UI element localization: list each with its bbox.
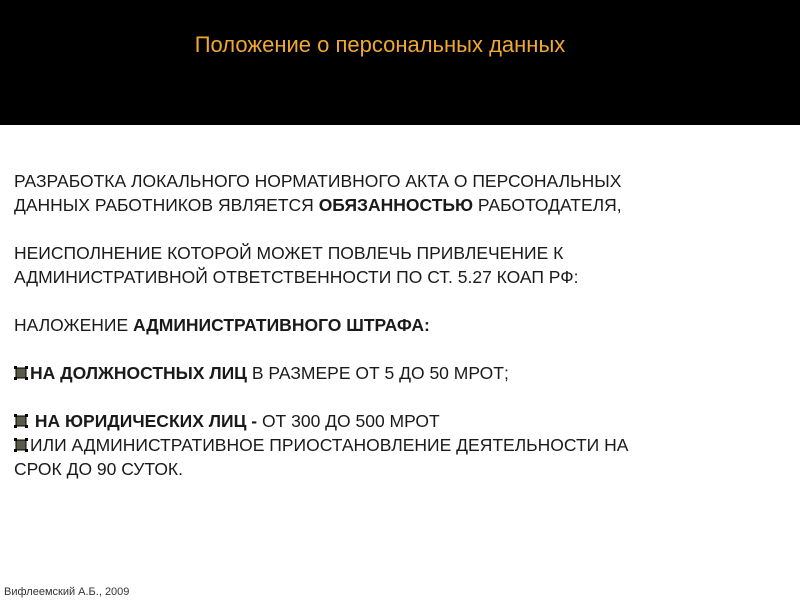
emphasis-officials: НА ДОЛЖНОСТНЫХ ЛИЦ (30, 363, 247, 383)
square-bullet-icon (14, 438, 28, 452)
text-segment: НАЛОЖЕНИЕ (14, 315, 133, 335)
text-segment: ДАННЫХ РАБОТНИКОВ ЯВЛЯЕТСЯ (14, 195, 319, 215)
paragraph-obligation-line2 (14, 193, 744, 217)
bullet-officials (14, 361, 744, 385)
text-segment: ОТ 300 ДО 500 МРОТ (257, 411, 440, 431)
emphasis-legal-entities: НА ЮРИДИЧЕСКИХ ЛИЦ - (30, 411, 258, 431)
square-bullet-icon (14, 366, 28, 380)
text-segment: РАБОТОДАТЕЛЯ, (473, 195, 622, 215)
emphasis-fine: АДМИНИСТРАТИВНОГО ШТРАФА: (133, 315, 430, 335)
slide-title: Положение о персональных данных (194, 32, 566, 57)
text-segment: АДМИНИСТРАТИВНОЙ ОТВЕТСТВЕННОСТИ ПО СТ. 5.27 КОАП РФ: (14, 267, 579, 287)
text-segment: ИЛИ АДМИНИСТРАТИВНОЕ ПРИОСТАНОВЛЕНИЕ ДЕЯТЕЛЬНОСТИ НА (30, 435, 629, 455)
paragraph-obligation-line1 (14, 169, 744, 193)
bullet-suspension-line2 (14, 457, 744, 481)
slide-footer-author: Вифлеемский А.Б., 2009 (4, 586, 130, 598)
paragraph-liability-line1 (14, 241, 744, 265)
paragraph-liability-line2 (14, 265, 744, 289)
slide-header (0, 0, 800, 125)
text-segment: РАЗРАБОТКА ЛОКАЛЬНОГО НОРМАТИВНОГО АКТА О ПЕРСОНАЛЬНЫХ (14, 171, 622, 191)
paragraph-fine (14, 313, 744, 337)
text-segment: НЕИСПОЛНЕНИЕ КОТОРОЙ МОЖЕТ ПОВЛЕЧЬ ПРИВЛЕЧЕНИЕ К (14, 243, 564, 263)
emphasis-obligation: ОБЯЗАННОСТЬЮ (318, 195, 474, 215)
square-bullet-icon (14, 414, 28, 428)
text-segment: СРОК ДО 90 СУТОК. (14, 459, 183, 479)
text-segment: В РАЗМЕРЕ ОТ 5 ДО 50 МРОТ; (246, 363, 509, 383)
slide-body (14, 169, 744, 481)
bullet-suspension-line1 (14, 433, 744, 457)
bullet-legal-entities (14, 409, 744, 433)
